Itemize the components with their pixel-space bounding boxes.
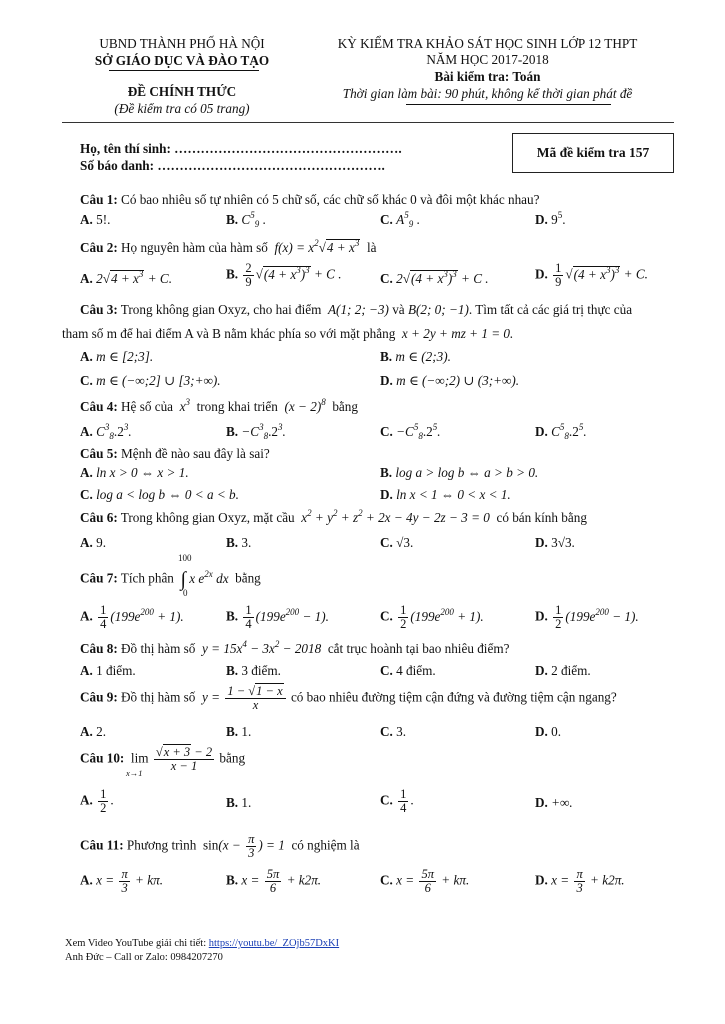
question-label: Câu 7: xyxy=(80,570,118,586)
q2-function: $f(x) = x^2√4 + x^3$ xyxy=(271,238,360,255)
q3-option-d: D. m ∈ (−∞;2) ∪ (3;+∞). xyxy=(380,373,520,388)
q8-option-a: A. 1 điểm. xyxy=(80,663,136,678)
question-label: Câu 4: xyxy=(80,399,118,414)
video-link[interactable]: https://youtu.be/_ZOjb57DxKI xyxy=(208,938,340,949)
q1-option-d: D. $9^5$. xyxy=(535,210,566,227)
question-label: Câu 5: xyxy=(80,446,118,461)
q1-option-c: C. $A^5_9$ . xyxy=(380,210,420,229)
question-1 xyxy=(80,192,539,208)
question-text: Mệnh đề nào sau đây là sai? xyxy=(121,446,270,461)
q10-option-a: A. $\frac{1}{2}$ . xyxy=(80,787,114,816)
question-label: Câu 10: xyxy=(80,750,125,766)
question-11: Câu 11: Phương trình sin(x − $\frac{\pi}{3}$ ) = 1 có nghiệm là xyxy=(80,832,360,861)
q2-option-d: D. $\frac{1}{9}$ $√(4 + x^3)^3 + C$. xyxy=(535,261,648,290)
time-underline xyxy=(406,104,611,105)
question-text: Họ nguyên hàm của hàm số xyxy=(121,240,268,255)
q3-option-a: A. m ∈ [2;3]. xyxy=(80,349,154,364)
q7-option-d: D. $\frac{1}{2}$ $(199e^{200} - 1)$. xyxy=(535,603,639,632)
q6-option-d: D. 3√3. xyxy=(535,535,575,550)
q8-option-d: D. 2 điểm. xyxy=(535,663,591,678)
question-label: Câu 8: xyxy=(80,641,118,656)
question-7: Câu 7: Tích phân ∫ x $e^{2x}$ dx bằng xyxy=(80,568,261,590)
q9-option-d: D. 0. xyxy=(535,724,562,739)
q10-limit-sub: x→1 xyxy=(126,768,143,778)
subject-line: Bài kiểm tra: Toán xyxy=(434,69,541,84)
question-tail: là xyxy=(366,240,377,255)
q5-option-d: D. ln x < 1 ⇔ 0 < x < 1. xyxy=(380,487,511,502)
student-name-field: Họ, tên thí sinh: ……………………………………………. xyxy=(80,141,402,156)
q7-option-a: A. $\frac{1}{4}$ $(199e^{200} + 1)$. xyxy=(80,603,184,632)
q11-option-a: A. x = $\frac{\pi}{3}$ + kπ. xyxy=(80,867,163,896)
header-department: SỞ GIÁO DỤC VÀ ĐÀO TẠO xyxy=(94,53,270,68)
q11-option-c: C. x = $\frac{5\pi}{6}$ + kπ. xyxy=(380,867,470,896)
q10-option-c: C. $\frac{1}{4}$ . xyxy=(380,787,414,816)
q5-option-a: A. ln x > 0 ⇔ x > 1. xyxy=(80,465,189,480)
q6-option-b: B. 3. xyxy=(226,535,252,550)
q9-option-c: C. 3. xyxy=(380,724,407,739)
q6-option-c: C. √3. xyxy=(380,535,414,550)
footer-contact: Anh Đức – Call or Zalo: 0984207270 xyxy=(65,952,223,963)
question-9: Câu 9: Đồ thị hàm số y = $\frac{1 - √1 - x}{x}$ có bao nhiêu đường tiệm cận đứng và đường tiệm cận ngang? xyxy=(80,684,617,713)
footer-video: Xem Video YouTube giải chi tiết: https://youtu.be/_ZOjb57DxKI xyxy=(65,938,340,949)
exam-code-box: Mã đề kiểm tra 157 xyxy=(512,133,674,173)
question-8: Câu 8: Đồ thị hàm số $y = 15x^4 - 3x^2 - 2018$ cắt trục hoành tại bao nhiêu điểm? xyxy=(80,639,510,656)
q3-plane: x + 2y + mz + 1 = 0. xyxy=(398,326,514,341)
q2-option-b: B. $\frac{2}{9}$ $√(4 + x^3)^3 + C$ . xyxy=(226,261,342,290)
question-4: Câu 4: Hệ số của $x^3$ trong khai triển $(x - 2)^8$ bằng xyxy=(80,397,358,414)
q1-option-a: A. 5!. xyxy=(80,212,111,227)
question-3-line2: tham số m để hai điểm A và B nằm khác phía so với mặt phẳng x + 2y + mz + 1 = 0. xyxy=(62,326,514,341)
q10-option-d: D. +∞. xyxy=(535,795,573,810)
question-label: Câu 11: xyxy=(80,837,124,853)
q9-option-a: A. 2. xyxy=(80,724,107,739)
q4-option-a: A. $C^3_8.2^3$. xyxy=(80,422,132,441)
q2-option-a: A. $2√4 + x^3 + C$. xyxy=(80,269,173,286)
question-3: Câu 3: Trong không gian Oxyz, cho hai điểm A(1; 2; −3) và B(2; 0; −1). Tìm tất cả các giá trị thực của xyxy=(80,302,633,317)
q4-option-c: C. $-C^5_8.2^5$. xyxy=(380,422,441,441)
q2-option-c: C. $2√(4 + x^3)^3 + C$ . xyxy=(380,269,489,286)
q1-option-b: B. $C^5_9$ . xyxy=(226,210,266,229)
q4-option-b: B. $-C^3_8.2^3$. xyxy=(226,422,286,441)
q3-option-b: B. m ∈ (2;3). xyxy=(380,349,451,364)
student-id-field: Số báo danh: ……………………………………………. xyxy=(80,158,385,173)
question-label: Câu 2: xyxy=(80,240,118,255)
q8-option-c: C. 4 điểm. xyxy=(380,663,436,678)
exam-title: KỲ KIỂM TRA KHẢO SÁT HỌC SINH LỚP 12 THPT xyxy=(337,36,638,51)
header-divider xyxy=(62,122,674,123)
q10-option-b: B. 1. xyxy=(226,795,252,810)
q9-option-b: B. 1. xyxy=(226,724,252,739)
header-underline xyxy=(109,70,259,71)
q8-option-b: B. 3 điểm. xyxy=(226,663,281,678)
question-10: Câu 10: lim $\frac{√x + 3 - 2}{x - 1}$ bằng xyxy=(80,745,246,774)
q7-upper-limit: 100 xyxy=(178,553,192,563)
q6-option-a: A. 9. xyxy=(80,535,107,550)
q5-option-c: C. log a < log b ⇔ 0 < a < b. xyxy=(80,487,239,502)
question-label: Câu 9: xyxy=(80,689,118,705)
q3-option-c: C. m ∈ (−∞;2] ∪ [3;+∞). xyxy=(80,373,221,388)
q3-points: A(1; 2; −3) xyxy=(324,302,389,317)
q4-option-d: D. $C^5_8.2^5$. xyxy=(535,422,587,441)
q11-option-d: D. x = $\frac{\pi}{3}$ + k2π. xyxy=(535,867,625,896)
q7-option-b: B. $\frac{1}{4}$ $(199e^{200} - 1)$. xyxy=(226,603,329,632)
pages-note: (Đề kiểm tra có 05 trang) xyxy=(114,101,250,116)
time-line: Thời gian làm bài: 90 phút, không kể thời gian phát đề xyxy=(342,86,633,101)
official-label: ĐỀ CHÍNH THỨC xyxy=(127,84,237,99)
school-year: NĂM HỌC 2017-2018 xyxy=(426,52,549,67)
header-authority: UBND THÀNH PHỐ HÀ NỘI xyxy=(99,36,265,51)
q7-option-c: C. $\frac{1}{2}$ $(199e^{200} + 1)$. xyxy=(380,603,484,632)
q7-lower-limit: 0 xyxy=(183,588,188,598)
q5-option-b: B. log a > log b ⇔ a > b > 0. xyxy=(380,465,539,480)
q11-option-b: B. x = $\frac{5\pi}{6}$ + k2π. xyxy=(226,867,322,896)
question-2 xyxy=(80,240,376,256)
question-label: Câu 1: xyxy=(80,192,118,207)
question-text: Trong không gian Oxyz, cho hai điểm xyxy=(120,302,322,317)
question-text: Có bao nhiêu số tự nhiên có 5 chữ số, các chữ số khác 0 và đôi một khác nhau? xyxy=(121,192,540,207)
question-5 xyxy=(80,446,270,462)
question-label: Câu 3: xyxy=(80,302,118,317)
question-6: Câu 6: Trong không gian Oxyz, mặt cầu $x^2 + y^2 + z^2 + 2x - 4y - 2z - 3 = 0$ có bán kính bằng xyxy=(80,508,587,525)
question-label: Câu 6: xyxy=(80,510,118,525)
